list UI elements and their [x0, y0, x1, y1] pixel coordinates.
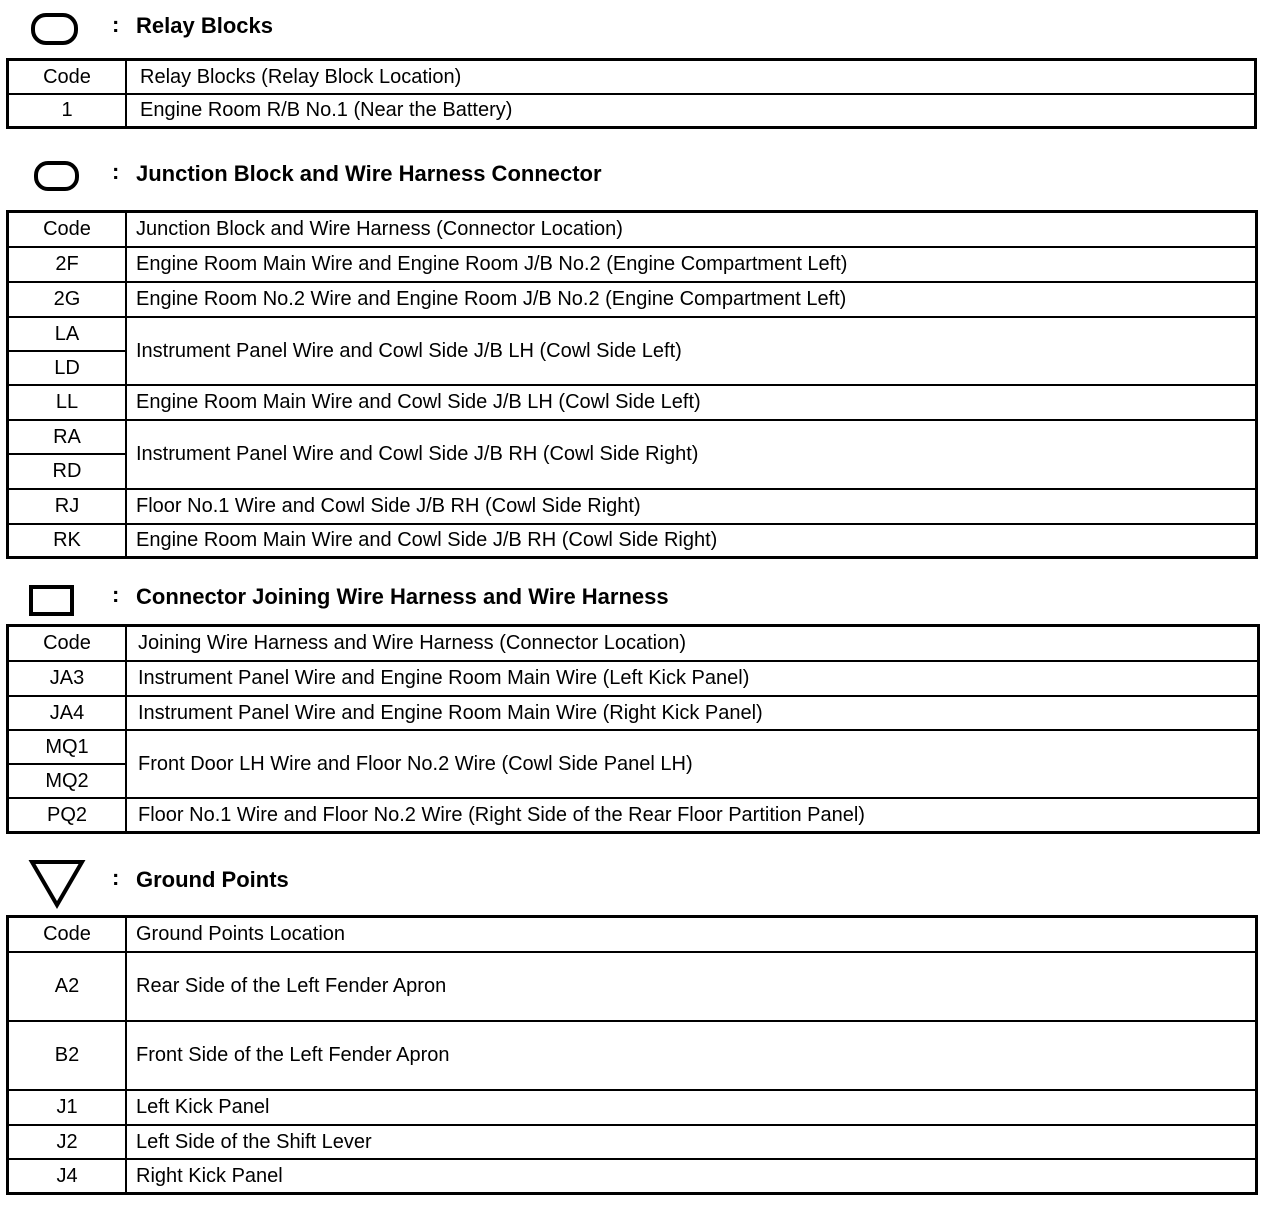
location-cell: Left Side of the Shift Lever [126, 1125, 1257, 1159]
table-header-row [8, 212, 1257, 247]
location-cell: Front Side of the Left Fender Apron [126, 1021, 1257, 1090]
heading-colon: : [112, 582, 120, 607]
code-cell: PQ2 [8, 798, 127, 833]
section-title: Connector Joining Wire Harness and Wire Harness [136, 584, 669, 609]
code-cell: RK [8, 524, 127, 558]
code-cell: MQ2 [8, 764, 127, 798]
code-header: Code [8, 626, 127, 661]
junction-block-table [6, 210, 1258, 559]
table-row [8, 730, 1259, 764]
location-cell: Instrument Panel Wire and Engine Room Main Wire (Right Kick Panel) [126, 696, 1259, 730]
table-row [8, 952, 1257, 1021]
location-header: Joining Wire Harness and Wire Harness (Connector Location) [126, 626, 1259, 661]
code-cell: J1 [8, 1090, 127, 1125]
table-row [8, 696, 1259, 730]
location-header: Ground Points Location [126, 917, 1257, 952]
heading-colon: : [112, 12, 120, 37]
table-header-row [8, 917, 1257, 952]
table-row [8, 94, 1256, 128]
location-header: Junction Block and Wire Harness (Connector Location) [126, 212, 1257, 247]
code-cell: LL [8, 385, 127, 420]
table-row [8, 385, 1257, 420]
table-row [8, 282, 1257, 317]
heading-colon: : [112, 159, 120, 184]
rectangle-icon [28, 584, 76, 616]
relay-blocks-table [6, 58, 1257, 129]
location-cell: Engine Room No.2 Wire and Engine Room J/B No.2 (Engine Compartment Left) [126, 282, 1257, 317]
table-row [8, 1159, 1257, 1194]
code-cell: JA4 [8, 696, 127, 730]
table-row [8, 420, 1257, 454]
section-heading-relay-blocks [0, 8, 1280, 48]
location-cell: Front Door LH Wire and Floor No.2 Wire (Cowl Side Panel LH) [126, 730, 1259, 798]
table-row [8, 1090, 1257, 1125]
code-cell: J4 [8, 1159, 127, 1194]
location-cell: Engine Room Main Wire and Cowl Side J/B LH (Cowl Side Left) [126, 385, 1257, 420]
location-cell: Instrument Panel Wire and Engine Room Main Wire (Left Kick Panel) [126, 661, 1259, 696]
section-title: Relay Blocks [136, 13, 273, 38]
table-row [8, 489, 1257, 524]
code-cell: RJ [8, 489, 127, 524]
location-cell: Rear Side of the Left Fender Apron [126, 952, 1257, 1021]
location-cell: Instrument Panel Wire and Cowl Side J/B RH (Cowl Side Right) [126, 420, 1257, 489]
location-cell: Right Kick Panel [126, 1159, 1257, 1194]
code-cell: RD [8, 454, 127, 489]
table-row [8, 798, 1259, 833]
triangle-down-icon [28, 858, 88, 910]
table-row [8, 1021, 1257, 1090]
code-header: Code [8, 60, 127, 94]
location-cell: Left Kick Panel [126, 1090, 1257, 1125]
table-row [8, 661, 1259, 696]
code-header: Code [8, 212, 127, 247]
code-cell: 2G [8, 282, 127, 317]
section-title: Ground Points [136, 867, 289, 892]
connector-joining-table [6, 624, 1260, 834]
code-cell: MQ1 [8, 730, 127, 764]
location-cell: Floor No.1 Wire and Floor No.2 Wire (Right Side of the Rear Floor Partition Panel) [126, 798, 1259, 833]
code-cell: B2 [8, 1021, 127, 1090]
table-row [8, 317, 1257, 351]
code-cell: JA3 [8, 661, 127, 696]
table-row [8, 247, 1257, 282]
location-cell: Engine Room Main Wire and Cowl Side J/B RH (Cowl Side Right) [126, 524, 1257, 558]
location-cell: Engine Room R/B No.1 (Near the Battery) [126, 94, 1256, 128]
table-header-row [8, 60, 1256, 94]
code-cell: A2 [8, 952, 127, 1021]
location-header: Relay Blocks (Relay Block Location) [126, 60, 1256, 94]
heading-colon: : [112, 865, 120, 890]
code-cell: LD [8, 351, 127, 385]
section-title: Junction Block and Wire Harness Connector [136, 161, 602, 186]
section-heading-junction-block [0, 156, 1280, 196]
table-header-row [8, 626, 1259, 661]
code-cell: 2F [8, 247, 127, 282]
code-cell: 1 [8, 94, 127, 128]
location-cell: Engine Room Main Wire and Engine Room J/B No.2 (Engine Compartment Left) [126, 247, 1257, 282]
code-cell: J2 [8, 1125, 127, 1159]
rounded-rect-icon [30, 12, 80, 46]
table-row [8, 524, 1257, 558]
code-header: Code [8, 917, 127, 952]
ground-points-table [6, 915, 1258, 1195]
code-cell: LA [8, 317, 127, 351]
section-heading-ground-points [0, 858, 1280, 898]
section-heading-connector-joining [0, 578, 1280, 618]
rounded-rect-icon [33, 160, 81, 192]
code-cell: RA [8, 420, 127, 454]
table-row [8, 1125, 1257, 1159]
location-cell: Instrument Panel Wire and Cowl Side J/B LH (Cowl Side Left) [126, 317, 1257, 385]
location-cell: Floor No.1 Wire and Cowl Side J/B RH (Cowl Side Right) [126, 489, 1257, 524]
